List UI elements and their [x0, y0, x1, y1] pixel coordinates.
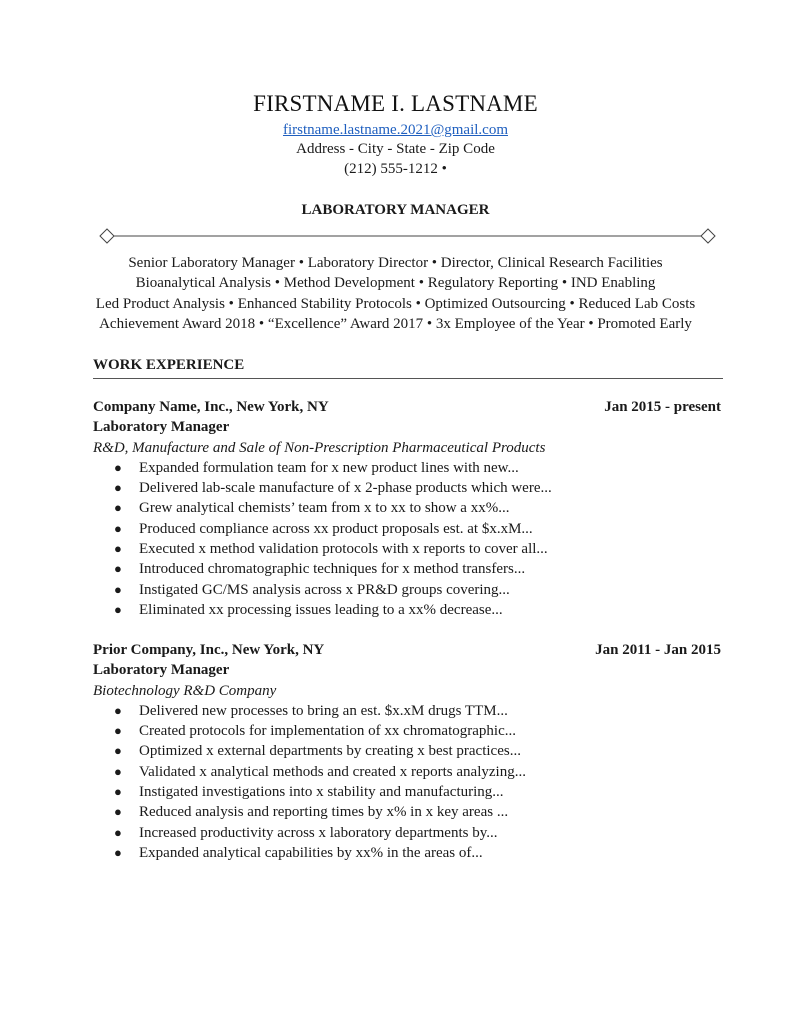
bullet-icon: ●: [114, 844, 122, 860]
bullet-icon: ●: [114, 824, 122, 840]
bullet-icon: ●: [114, 459, 122, 475]
address-line: Address - City - State - Zip Code: [296, 141, 495, 157]
bullet-icon: ●: [114, 784, 122, 800]
job-role: Laboratory Manager: [93, 662, 230, 679]
bullet-text: Optimized x external departments by creating x best practices...: [139, 743, 521, 760]
list-item: [93, 458, 723, 478]
keywords-line-2: Bioanalytical Analysis • Method Development • Regulatory Reporting • IND Enabling: [135, 275, 656, 291]
company-description: R&D, Manufacture and Sale of Non-Prescription Pharmaceutical Products: [93, 439, 546, 456]
list-item: [93, 580, 723, 600]
list-item: [93, 823, 723, 843]
list-item: [93, 762, 723, 782]
divider-diamond-right: [701, 229, 715, 243]
bullet-text: Instigated GC/MS analysis across x PR&D groups covering...: [139, 581, 510, 598]
keywords-line-3: Led Product Analysis • Enhanced Stability Protocols • Optimized Outsourcing • Reduced Lab Costs: [95, 296, 696, 312]
target-job-title: LABORATORY MANAGER: [301, 202, 490, 218]
bullet-icon: ●: [114, 561, 122, 577]
bullet-text: Eliminated xx processing issues leading to a xx% decrease...: [139, 601, 503, 618]
job-header-row: [93, 640, 723, 660]
bullet-text: Expanded analytical capabilities by xx% in the areas of...: [139, 844, 483, 861]
bullet-icon: ●: [114, 480, 122, 496]
list-item: [93, 478, 723, 498]
list-item: [93, 559, 723, 579]
keywords-line-1: Senior Laboratory Manager • Laboratory Director • Director, Clinical Research Facilities: [128, 255, 663, 271]
list-item: [93, 519, 723, 539]
list-item: [93, 701, 723, 721]
bullet-text: Delivered lab-scale manufacture of x 2-phase products which were...: [139, 480, 552, 497]
bullet-icon: ●: [114, 804, 122, 820]
bullet-text: Executed x method validation protocols with x reports to cover all...: [139, 541, 548, 558]
job-header-row: [93, 397, 723, 417]
list-item: [93, 782, 723, 802]
bullet-icon: ●: [114, 702, 122, 718]
bullet-icon: ●: [114, 581, 122, 597]
job-entry: [93, 640, 723, 863]
company-name: Company Name, Inc., New York, NY: [93, 399, 329, 415]
list-item: [93, 843, 723, 863]
bullet-icon: ●: [114, 723, 122, 739]
company-name: Prior Company, Inc., New York, NY: [93, 642, 325, 658]
bullet-text: Increased productivity across x laboratory departments by...: [139, 824, 498, 841]
bullet-icon: ●: [114, 520, 122, 536]
bullet-text: Validated x analytical methods and created x reports analyzing...: [139, 763, 526, 780]
job-role: Laboratory Manager: [93, 419, 230, 436]
job-dates: Jan 2015 - present: [604, 399, 721, 415]
list-item: [93, 498, 723, 518]
bullet-text: Delivered new processes to bring an est. $x.xM drugs TTM...: [139, 702, 508, 719]
list-item: [93, 802, 723, 822]
job-dates: Jan 2011 - Jan 2015: [595, 642, 721, 658]
achievement-list: [93, 701, 723, 863]
achievement-list: [93, 458, 723, 620]
keywords-line-4: Achievement Award 2018 • “Excellence” Award 2017 • 3x Employee of the Year • Promoted Early: [99, 316, 692, 332]
candidate-name: FIRSTNAME I. LASTNAME: [253, 91, 538, 116]
bullet-text: Introduced chromatographic techniques for x method transfers...: [139, 561, 526, 578]
list-item: [93, 721, 723, 741]
list-item: [93, 600, 723, 620]
work-experience-heading: WORK EXPERIENCE: [93, 357, 723, 379]
company-description: Biotechnology R&D Company: [93, 682, 277, 699]
bullet-text: Expanded formulation team for x new product lines with new...: [139, 459, 519, 476]
bullet-text: Grew analytical chemists’ team from x to xx to show a xx%...: [139, 500, 510, 517]
email-row: [0, 121, 791, 139]
divider-diamond-left: [100, 229, 114, 243]
list-item: [93, 741, 723, 761]
bullet-icon: ●: [114, 500, 122, 516]
email-link[interactable]: firstname.lastname.2021@gmail.com: [282, 122, 508, 138]
bullet-icon: ●: [114, 601, 122, 617]
bullet-icon: ●: [114, 763, 122, 779]
bullet-text: Reduced analysis and reporting times by x% in x key areas ...: [139, 804, 509, 821]
list-item: [93, 539, 723, 559]
job-entry: [93, 397, 723, 620]
bullet-icon: ●: [114, 743, 122, 759]
phone-line: (212) 555-1212 •: [344, 161, 447, 177]
ornamental-divider: [99, 228, 716, 244]
bullet-icon: ●: [114, 541, 122, 557]
bullet-text: Created protocols for implementation of xx chromatographic...: [139, 723, 516, 740]
bullet-text: Instigated investigations into x stability and manufacturing...: [139, 784, 504, 801]
bullet-text: Produced compliance across xx product proposals est. at $x.xM...: [139, 520, 533, 537]
